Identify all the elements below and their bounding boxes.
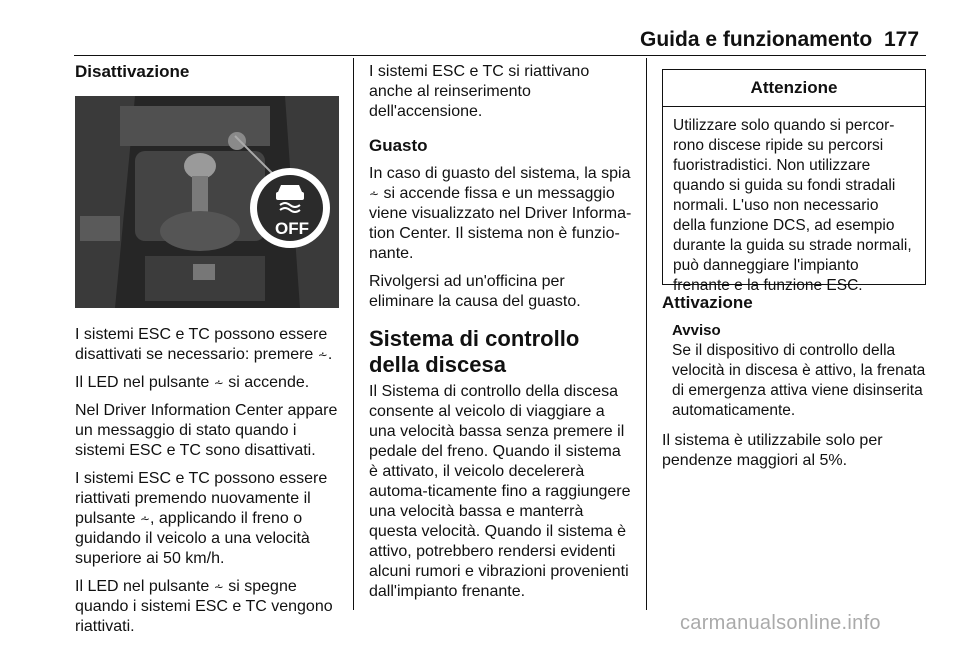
paragraph-3: Nel Driver Information Center appare un messaggio di stato quando i sistemi ESC e TC sono disattivati.	[75, 402, 338, 459]
car-skid-off-icon: ⩪	[213, 376, 224, 390]
paragraph-5: Il LED nel pulsante ⩪ si spegne quando i sistemi ESC e TC vengono riattivati.	[75, 578, 333, 635]
paragraph-4: I sistemi ESC e TC possono essere riattivati premendo nuovamente il pulsante ⩪, applicando il freno o guidando il veicolo a una velocità superiore ai 50 km/h.	[75, 470, 328, 567]
paragraph-2: Il LED nel pulsante ⩪ si accende.	[75, 374, 310, 391]
column-3	[662, 293, 926, 479]
car-skid-off-icon: ⩪	[317, 348, 328, 362]
car-skid-icon: ⩪	[369, 187, 380, 201]
console-illustration	[75, 96, 339, 308]
note-title: Avviso	[672, 322, 721, 339]
paragraph-workshop: Rivolgersi ad un'officina per eliminare la causa del guasto.	[369, 273, 581, 310]
paragraph-hill-descent: Il Sistema di controllo della discesa consente al veicolo di viaggiare a una velocità bassa senza premere il pedale del freno. Quando il sistema è attivato, il veicolo decelererà automa-ticamente fino a raggiungere una velocità bassa e manterrà questa velocità. Quando il sistema è attivo, potrebbero rendersi evidenti alcuni rumori e vibrazioni provenienti dall'impianto frenante.	[369, 383, 631, 600]
paragraph-slope: Il sistema è utilizzabile solo per pendenze maggiori al 5%.	[662, 432, 883, 469]
warning-title: Attenzione	[663, 70, 925, 107]
column-divider-1	[353, 58, 354, 610]
heading-guasto: Guasto	[369, 136, 428, 155]
header-rule	[74, 55, 926, 56]
paragraph-reactivation: I sistemi ESC e TC si riattivano anche al reinserimento dell'accensione.	[369, 63, 590, 120]
column-divider-2	[646, 58, 647, 610]
watermark: carmanualsonline.info	[680, 612, 881, 634]
off-badge-label: OFF	[275, 219, 309, 238]
note-block	[662, 321, 926, 421]
paragraph-1: I sistemi ESC e TC possono essere disattivati se necessario: premere ⩪.	[75, 326, 333, 363]
column-2	[369, 62, 634, 610]
heading-disattivazione: Disattivazione	[75, 62, 190, 81]
page-header-title: Guida e funzionamento	[640, 28, 873, 51]
column-1-text	[75, 325, 347, 645]
heading-attivazione: Attivazione	[662, 293, 753, 312]
console-photo	[75, 96, 339, 308]
column-1	[75, 62, 343, 94]
car-skid-off-icon: ⩪	[213, 580, 224, 594]
car-skid-off-icon: ⩪	[139, 512, 150, 526]
note-text: Se il dispositivo di controllo della velocità in discesa è attivo, la frenata di emergenza attiva viene disinserita automaticamente.	[672, 342, 926, 419]
heading-hill-descent: Sistema di controllo della discesa	[369, 326, 580, 377]
warning-box	[662, 69, 926, 294]
page-number: 177	[884, 28, 920, 51]
paragraph-fault: In caso di guasto del sistema, la spia ⩪ si accende fissa e un messaggio viene visualizzato nel Driver Informa-tion Center. Il sistema non è funzio-nante.	[369, 165, 632, 262]
warning-text: Utilizzare solo quando si percor-rono discese ripide su percorsi fuoristradistici. Non utilizzare quando si guida su fondi stradali normali. L'uso non necessario della funzione DCS, ad esempio durante la guida su strade normali, può danneggiare l'impianto frenante e la funzione ESC.	[673, 117, 912, 294]
